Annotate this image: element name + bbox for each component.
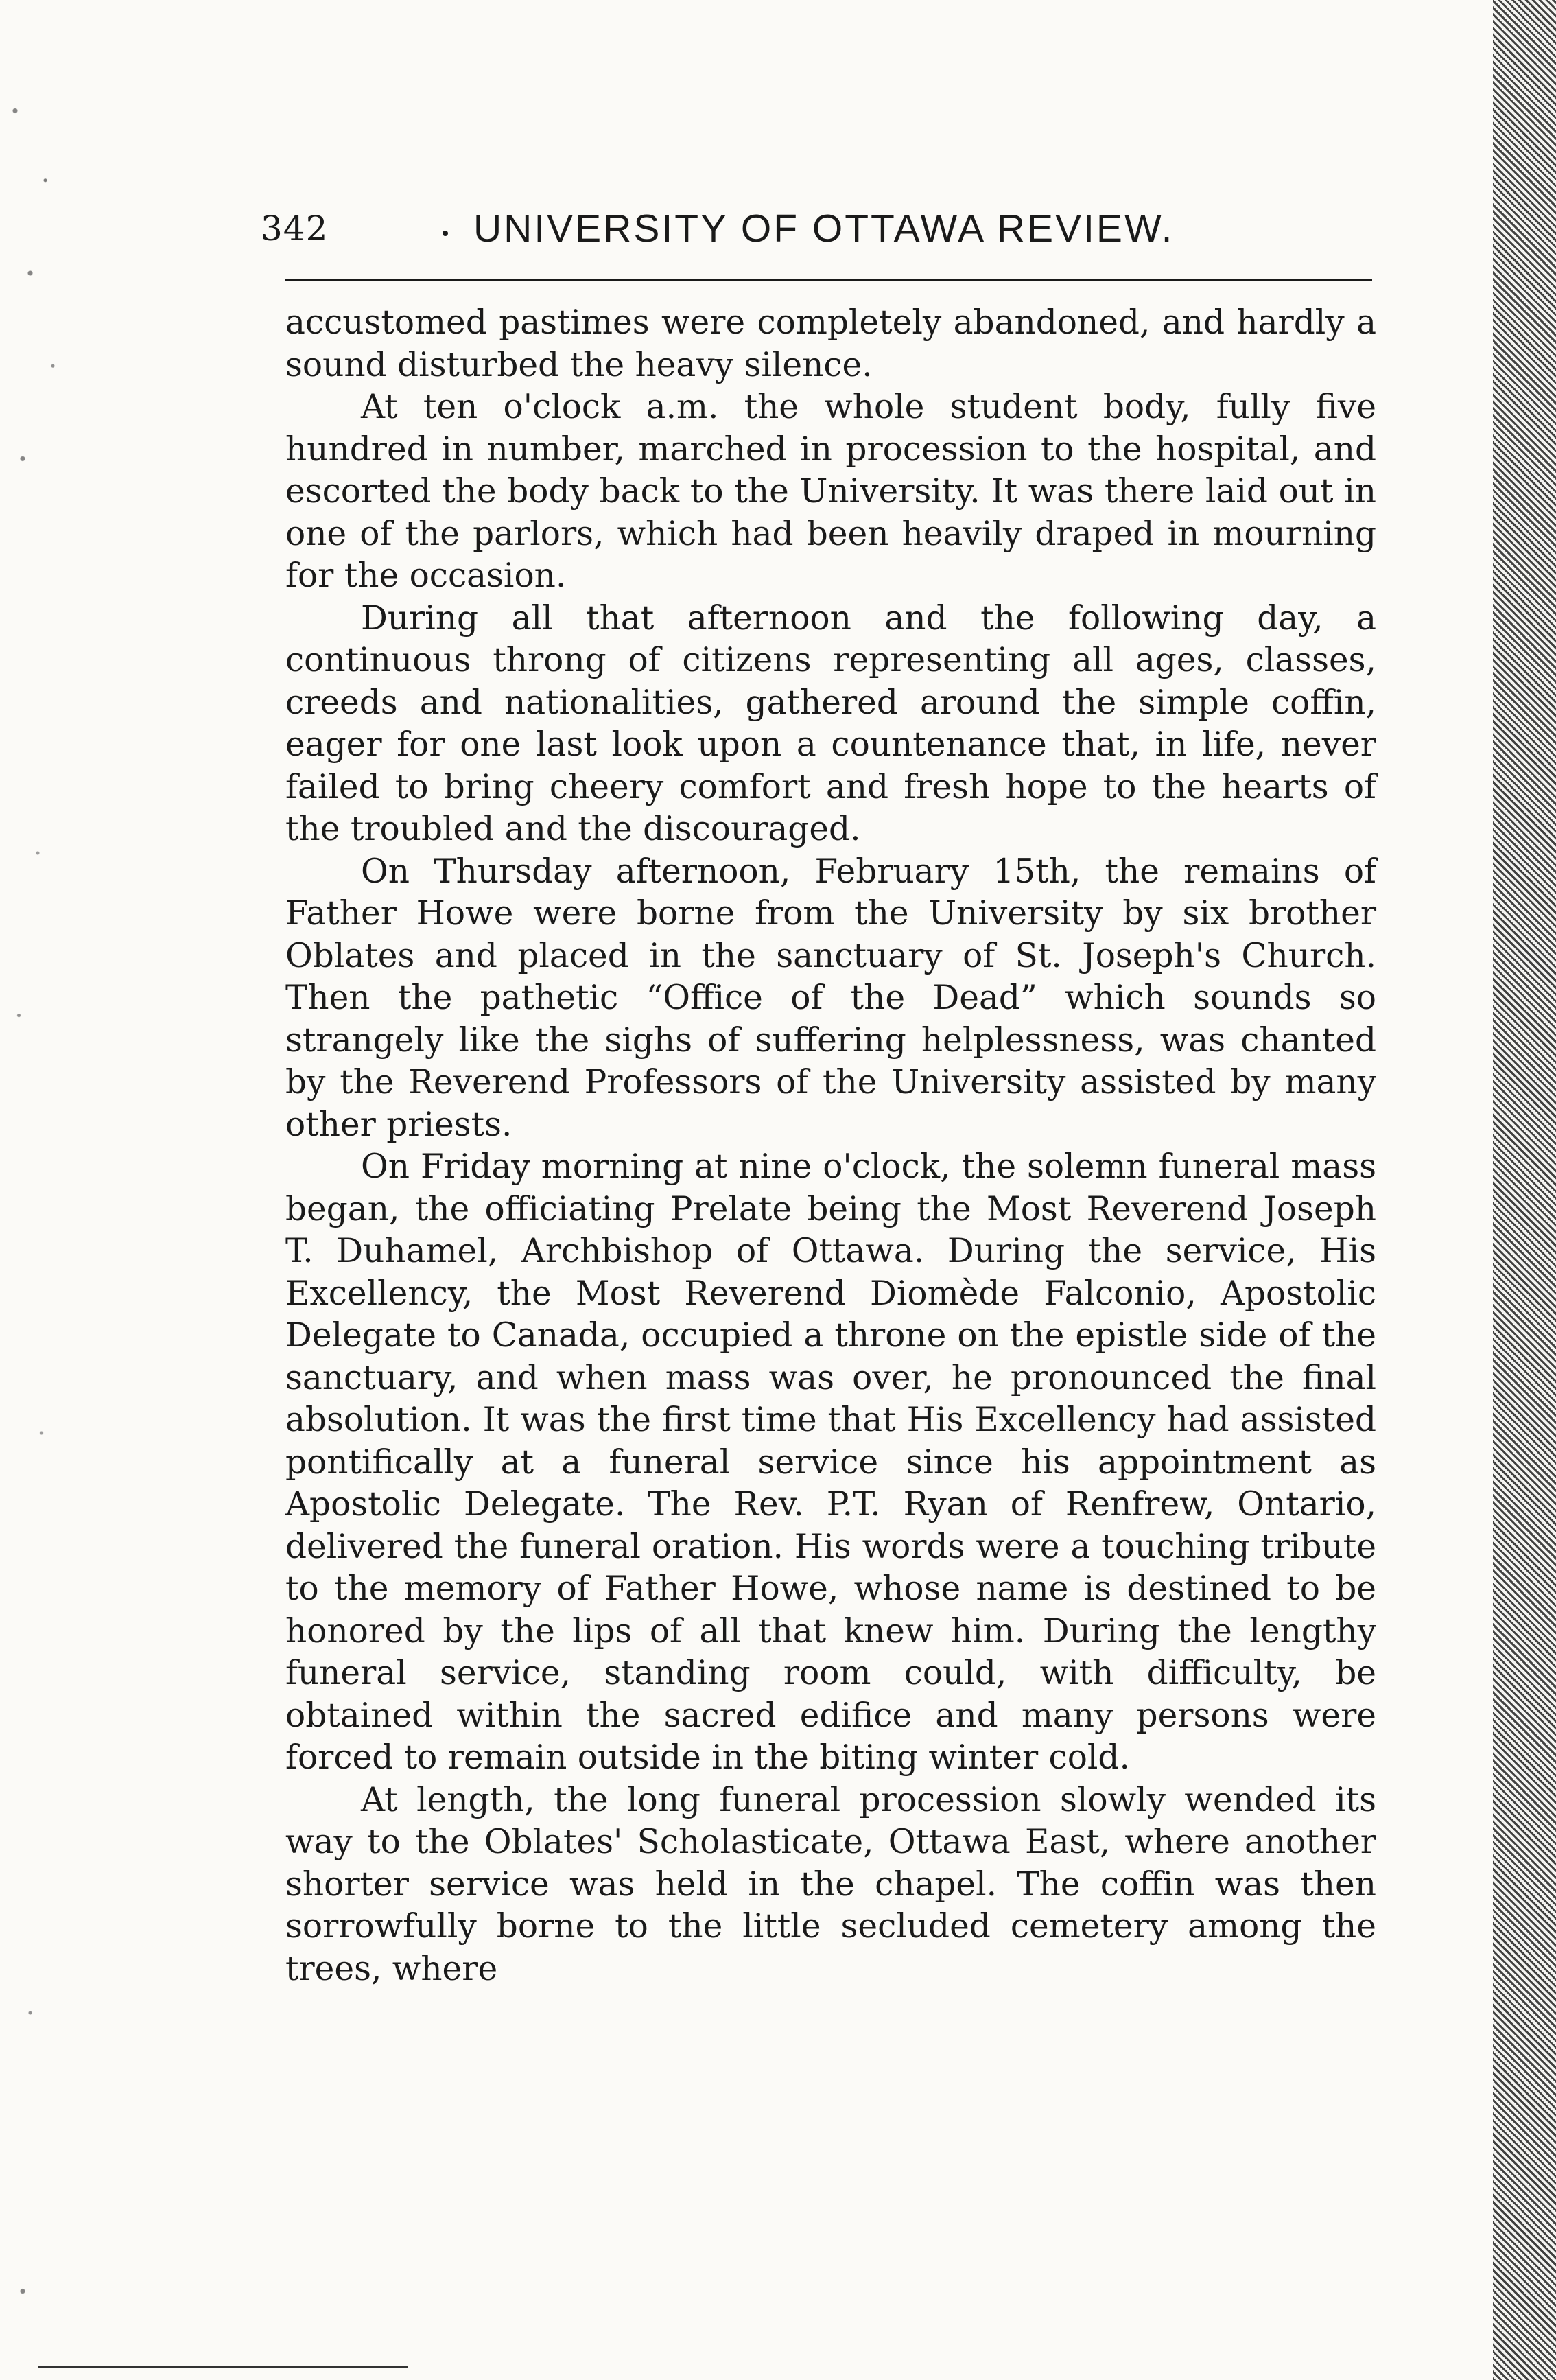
header-rule xyxy=(285,279,1372,281)
page-header xyxy=(261,206,1358,268)
paragraph-6: At length, the long funeral procession slowly wended its way to the Oblates' Scholasticate, Ottawa East, where another shorter service was held in the chapel. The coffin was then sorrowfully borne to the little secluded cemetery among the trees, where xyxy=(285,1780,1376,1988)
scan-edge-right xyxy=(1493,0,1556,2380)
paragraph-4: On Thursday afternoon, February 15th, the remains of Father Howe were borne from the University by six brother Oblates and placed in the sanctuary of St. Joseph's Church. Then the pathetic “Office of the Dead” which sounds so strangely like the sighs of suffering helplessness, was chanted by the Reverend Professors of the University assisted by many other priests. xyxy=(285,852,1376,1144)
running-title: UNIVERSITY OF OTTAWA REVIEW. xyxy=(473,207,1175,250)
article-body xyxy=(285,302,1376,1990)
bottom-rule xyxy=(38,2366,408,2368)
paragraph-5: On Friday morning at nine o'clock, the solemn funeral mass began, the officiating Prelate being the Most Reverend Joseph T. Duhamel, Archbishop of Ottawa. During the service, His Excellency, the Most Reverend Diomède Falconio, Apostolic Delegate to Canada, occupied a throne on the epistle side of the sanctuary, and when mass was over, he pronounced the final absolution. It was the first time that His Excellency had assisted pontifically at a funeral service since his appointment as Apostolic Delegate. The Rev. P.T. Ryan of Renfrew, Ontario, delivered the funeral oration. His words were a touching tribute to the memory of Father Howe, whose name is destined to be honored by the lips of all that knew him. During the lengthy funeral service, standing room could, with difficulty, be obtained within the sacred edifice and many persons were forced to remain outside in the biting winter cold. xyxy=(285,1147,1376,1777)
header-dot xyxy=(443,231,448,236)
page-number: 342 xyxy=(261,209,329,248)
scan-speckle-left xyxy=(0,41,75,2361)
paragraph-1: accustomed pastimes were completely abandoned, and hardly a sound disturbed the heavy silence. xyxy=(285,303,1376,384)
paragraph-3: During all that afternoon and the following day, a continuous throng of citizens representing all ages, classes, creeds and nationalities, gathered around the simple coffin, eager for one last look upon a countenance that, in life, never failed to bring cheery comfort and fresh hope to the hearts of the troubled and the discouraged. xyxy=(285,598,1376,848)
paragraph-2: At ten o'clock a.m. the whole student body, fully five hundred in number, marched in procession to the hospital, and escorted the body back to the University. It was there laid out in one of the parlors, which had been heavily draped in mourning for the occasion. xyxy=(285,388,1376,595)
